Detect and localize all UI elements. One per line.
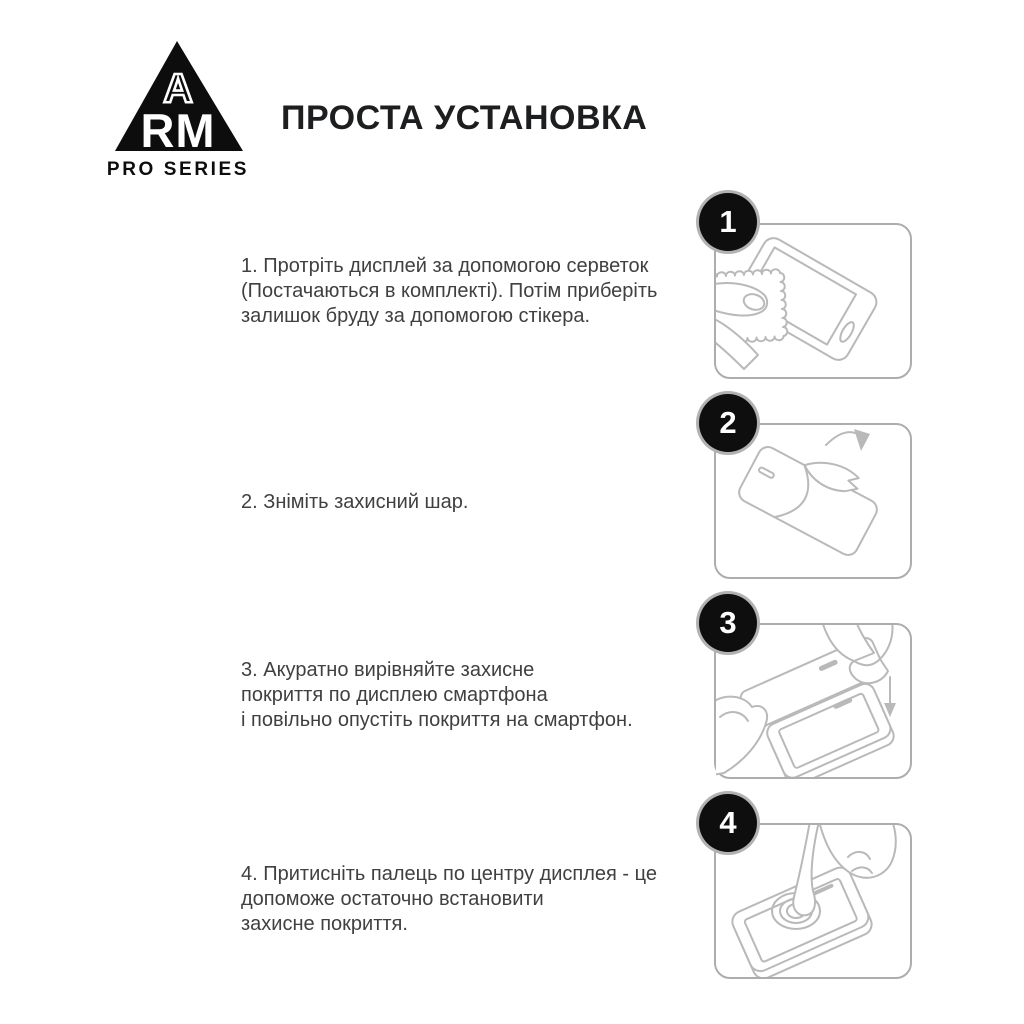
step4-line3: захисне покриття. — [241, 913, 408, 935]
step1-line3: залишок бруду за допомогою стікера. — [241, 305, 591, 327]
step2-number-badge: 2 — [699, 394, 757, 452]
page-title: ПРОСТА УСТАНОВКА — [281, 99, 648, 137]
logo-letter-a: A — [163, 65, 193, 111]
brand-logo — [100, 33, 250, 183]
arrowhead — [854, 429, 870, 451]
wipe-display-illustration-icon — [716, 225, 910, 377]
press-center-illustration-icon — [716, 825, 910, 977]
step3-line2: покриття по дисплею смартфона — [241, 684, 548, 706]
step4-text — [241, 862, 657, 937]
step3-text — [241, 658, 633, 733]
screen-protector — [736, 429, 888, 558]
step1-line2: (Постачаються в комплекті). Потім приберіть — [241, 280, 658, 302]
step4-number-badge: 4 — [699, 794, 757, 852]
peel-layer-illustration-icon — [716, 425, 910, 577]
step3-line3: і повільно опустіть покриття на смартфон. — [241, 709, 633, 731]
step2-text — [241, 490, 468, 515]
align-glass-illustration-icon — [716, 625, 910, 777]
pressing-finger — [793, 825, 819, 915]
step3-number-badge: 3 — [699, 594, 757, 652]
left-hand — [716, 697, 767, 775]
step1-number-badge: 1 — [699, 193, 757, 251]
step1-panel — [714, 223, 912, 379]
logo-subtitle: PRO SERIES — [106, 159, 250, 180]
step1-text — [241, 254, 657, 329]
logo-letters-rm: RM — [140, 104, 216, 157]
step4-line2: допоможе остаточно встановити — [241, 888, 544, 910]
step3-line1: 3. Акуратно вирівняйте захисне — [241, 659, 535, 681]
step1-line1: 1. Протріть дисплей за допомогою серветок — [241, 255, 649, 277]
arm-pro-series-logo-icon — [100, 33, 250, 183]
step4-line1: 4. Притисніть палець по центру дисплея - це — [241, 863, 657, 885]
step2-line1: 2. Зніміть захисний шар. — [241, 491, 469, 513]
